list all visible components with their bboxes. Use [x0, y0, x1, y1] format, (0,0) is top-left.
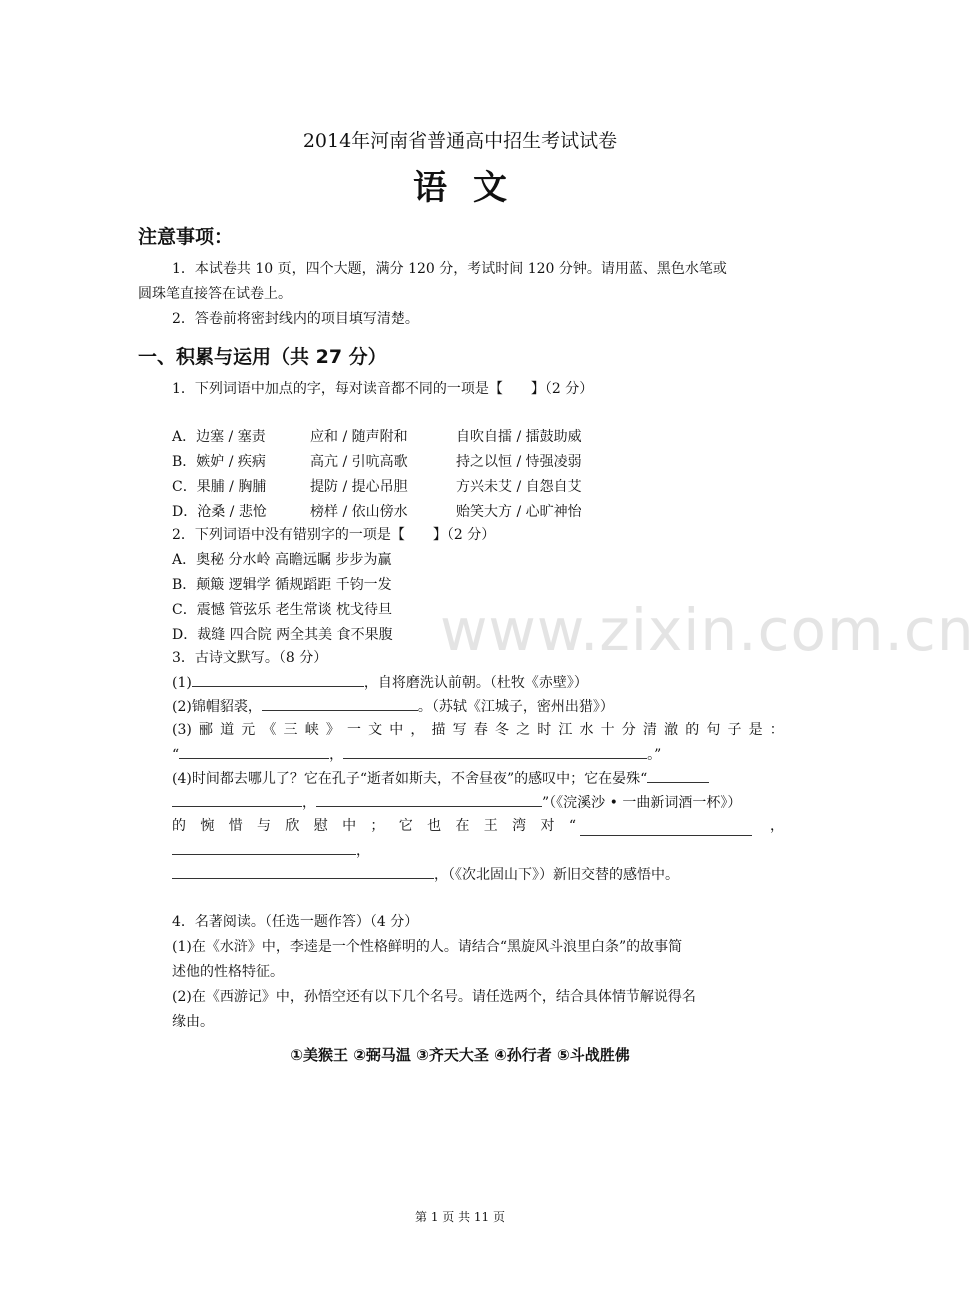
q3-p4-comma2: ，	[770, 818, 784, 834]
q2-stem: 2．下列词语中没有错别字的一项是【 】（2 分）	[172, 527, 496, 543]
text-char: 道	[220, 722, 235, 738]
q3-stem: 3．古诗文默写。（8 分）	[172, 650, 328, 666]
text-char: 《	[262, 722, 277, 738]
q3-part-4	[172, 768, 709, 789]
notice-heading: 注意事项：	[138, 226, 234, 248]
text-char: 之	[516, 722, 531, 738]
text-char: 十	[600, 722, 615, 738]
q3-p3-open-quote: “	[172, 747, 180, 763]
answer-blank[interactable]	[262, 696, 418, 711]
q2-option-d: D．裁缝 四合院 两全其美 食不果腹	[172, 627, 393, 643]
q4-part-1: (1)在《水浒》中，李逵是一个性格鲜明的人。请结合“黑旋风斗浪里白条”的故事简	[172, 939, 683, 955]
text-char: 也	[427, 818, 442, 834]
q1-option-c-col1: C．果脯 / 胸脯	[172, 479, 267, 495]
q1-option-b-col2: 高亢 / 引吭高歌	[310, 454, 408, 470]
section-1-heading: 一、积累与运用（共 27 分）	[138, 346, 387, 368]
answer-blank[interactable]	[172, 792, 302, 807]
q1-option-d-col1: D．沧桑 / 悲怆	[172, 504, 267, 520]
answer-blank[interactable]	[172, 840, 356, 855]
text-char: 春	[473, 722, 488, 738]
text-char: ：	[769, 722, 784, 738]
text-char: 文	[368, 722, 383, 738]
text-char: ，	[410, 722, 425, 738]
q3-part-2	[172, 696, 614, 717]
answer-blank[interactable]	[580, 821, 752, 836]
text-char: 清	[642, 722, 657, 738]
q1-stem: 1．下列词语中加点的字，每对读音都不同的一项是【 】（2 分）	[172, 381, 594, 397]
text-char: 它	[398, 818, 413, 834]
q3-part-1	[172, 672, 588, 693]
notice-item-1: 1．本试卷共 10 页，四个大题，满分 120 分，考试时间 120 分钟。请用蓝、黑色水笔或	[172, 261, 727, 277]
text-char: 欣	[285, 818, 300, 834]
q1-option-c-col2: 提防 / 提心吊胆	[310, 479, 408, 495]
q1-option-b-col3: 持之以恒 / 恃强凌弱	[456, 454, 582, 470]
q3-part-4-cont	[172, 792, 741, 813]
page-footer: 第 1 页 共 11 页	[415, 1210, 505, 1224]
notice-item-2: 2．答卷前将密封线内的项目填写清楚。	[172, 311, 419, 327]
q3-p1-prefix: (1)	[172, 675, 192, 691]
text-char: 三	[283, 722, 298, 738]
text-char: 与	[257, 818, 272, 834]
q4-part-2: (2)在《西游记》中，孙悟空还有以下几个名号。请任选两个，结合具体情节解说得名	[172, 989, 696, 1005]
text-char: 对	[540, 818, 555, 834]
q1-option-a-col2: 应和 / 随声附和	[310, 429, 408, 445]
q1-option-a-col3: 自吹自擂 / 擂鼓助威	[456, 429, 582, 445]
text-char: “	[568, 818, 576, 834]
answer-blank[interactable]	[179, 744, 329, 759]
q3-p2-prefix: (2)锦帽貂裘，	[172, 699, 262, 715]
q2-option-c: C．震憾 管弦乐 老生常谈 枕戈待旦	[172, 602, 393, 618]
q3-p3-comma: ，	[329, 747, 344, 763]
q3-part-3-answer	[172, 744, 661, 765]
text-char: 的	[172, 818, 186, 834]
text-char: 一	[346, 722, 361, 738]
q4-part-2-cont: 缘由。	[172, 1014, 214, 1030]
q3-part-4-line3	[172, 816, 784, 836]
text-char: 郦	[198, 722, 213, 738]
answer-blank[interactable]	[192, 672, 364, 687]
text-char: 写	[452, 722, 467, 738]
subject-title: 语文	[413, 168, 533, 208]
q3-part-4-line5	[172, 864, 679, 885]
text-char: 王	[483, 818, 498, 834]
text-char: 在	[455, 818, 470, 834]
q4-stem: 4．名著阅读。（任选一题作答）（4 分）	[172, 914, 419, 930]
exam-title: 2014年河南省普通高中招生考试试卷	[302, 130, 618, 152]
watermark-text: www.zixin.com.cn	[440, 596, 975, 664]
q4-part-1-cont: 述他的性格特征。	[172, 964, 284, 980]
q3-p4-comma3: ，	[356, 843, 370, 859]
text-char: 子	[727, 722, 742, 738]
text-char: 》	[325, 722, 340, 738]
q3-p1-suffix: ，自将磨洗认前朝。（杜牧《赤壁》）	[363, 675, 588, 691]
q2-option-a: A．奥秘 分水岭 高瞻远瞩 步步为赢	[172, 552, 392, 568]
q2-option-b: B．颠簸 逻辑学 循规蹈距 千钧一发	[172, 577, 392, 593]
q3-p4-source: ”（《浣溪沙 • 一曲新词酒一杯》）	[542, 795, 742, 811]
text-char: ；	[370, 818, 385, 834]
q3-part-3	[172, 720, 784, 740]
text-char: 惋	[200, 818, 215, 834]
text-char: 是	[748, 722, 763, 738]
q1-option-d-col3: 贻笑大方 / 心旷神怡	[456, 504, 582, 520]
text-char: (3)	[172, 722, 192, 738]
q3-p2-suffix: 。（苏轼《江城子，密州出猎》）	[417, 699, 614, 715]
answer-blank[interactable]	[172, 864, 434, 879]
text-char: 惜	[228, 818, 243, 834]
text-char: 描	[431, 722, 446, 738]
text-char: 分	[621, 722, 636, 738]
q1-option-d-col2: 榜样 / 依山傍水	[310, 504, 408, 520]
text-char: 中	[389, 722, 404, 738]
text-char: 慰	[313, 818, 328, 834]
text-char: 的	[685, 722, 700, 738]
answer-blank[interactable]	[647, 768, 709, 783]
q3-p4-line1: (4)时间都去哪儿了？它在孔子“逝者如斯夫，不舍昼夜”的感叹中；它在晏殊“	[172, 771, 648, 787]
q3-p4-end: ，（《次北固山下》）新旧交替的感悟中。	[434, 867, 679, 883]
text-char: 水	[579, 722, 594, 738]
q3-p3-close: 。”	[647, 747, 662, 763]
q4-names-list: ①美猴王 ②弼马温 ③齐天大圣 ④孙行者 ⑤斗战胜佛	[290, 1046, 630, 1064]
notice-item-1-cont: 圆珠笔直接答在试卷上。	[138, 286, 292, 302]
text-char: 江	[558, 722, 573, 738]
text-char: 湾	[512, 818, 527, 834]
text-char: 句	[706, 722, 721, 738]
q3-p4-comma: ，	[302, 795, 316, 811]
text-char: 时	[537, 722, 552, 738]
text-char: 峡	[304, 722, 319, 738]
answer-blank[interactable]	[316, 792, 542, 807]
q1-option-a-col1: A．边塞 / 塞责	[172, 429, 266, 445]
text-char: 元	[241, 722, 256, 738]
q1-option-c-col3: 方兴未艾 / 自怨自艾	[456, 479, 582, 495]
answer-blank[interactable]	[343, 744, 647, 759]
text-char: 中	[342, 818, 357, 834]
q1-option-b-col1: B．嫉妒 / 疾病	[172, 454, 266, 470]
text-char: 澈	[664, 722, 679, 738]
q3-part-4-line4	[172, 840, 370, 861]
text-char: 冬	[494, 722, 509, 738]
q3-p4-chars	[172, 816, 576, 836]
